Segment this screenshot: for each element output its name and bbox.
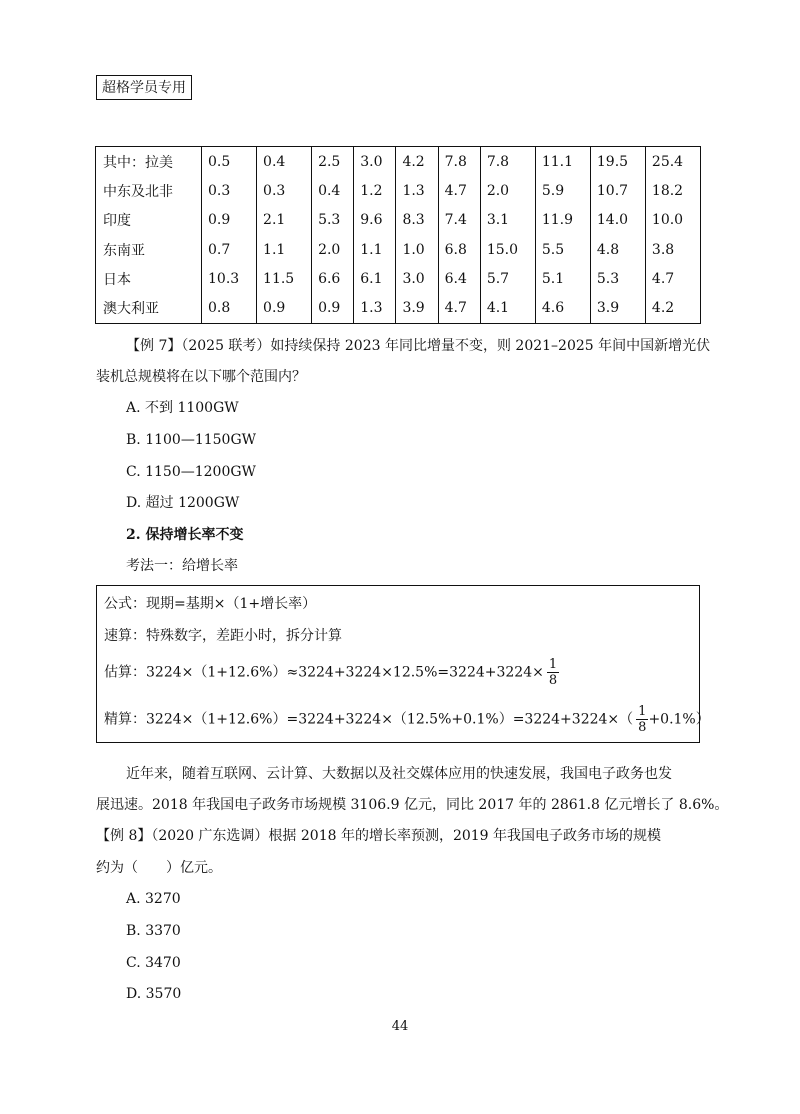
paragraph-line1: 近年来，随着互联网、云计算、大数据以及社交媒体应用的快速发展，我国电子政务也发 <box>126 766 672 782</box>
precise-text-b: +0.1%） <box>648 711 710 728</box>
table-cell: 5.9 <box>535 176 590 205</box>
section-heading: 2. 保持增长率不变 <box>126 527 244 543</box>
table-cell: 15.0 <box>480 235 535 264</box>
table-cell: 1.3 <box>396 176 438 205</box>
example7-question-line2: 装机总规模将在以下哪个范围内？ <box>96 369 306 385</box>
table-cell: 3.8 <box>645 235 700 264</box>
precise-line <box>104 704 710 735</box>
example7-option-d: D. 超过 1200GW <box>126 495 240 511</box>
example8-option-d: D. 3570 <box>126 986 182 1002</box>
table-cell: 10.7 <box>590 176 645 205</box>
table-cell: 4.8 <box>590 235 645 264</box>
table-cell: 0.4 <box>312 176 354 205</box>
table-cell: 4.1 <box>480 293 535 323</box>
table-cell: 4.7 <box>438 293 480 323</box>
table-cell: 25.4 <box>645 147 700 177</box>
table-cell: 1.0 <box>396 235 438 264</box>
table-row <box>96 147 701 177</box>
table-cell: 0.9 <box>202 206 257 235</box>
table-cell: 7.4 <box>438 206 480 235</box>
table-cell: 8.3 <box>396 206 438 235</box>
table-cell: 0.5 <box>202 147 257 177</box>
row-label: 日本 <box>96 264 202 293</box>
table-cell: 2.0 <box>480 176 535 205</box>
table-cell: 4.6 <box>535 293 590 323</box>
table-cell: 19.5 <box>590 147 645 177</box>
row-label: 印度 <box>96 206 202 235</box>
table-row <box>96 264 701 293</box>
table-cell: 0.3 <box>257 176 312 205</box>
example8-option-b: B. 3370 <box>126 923 181 939</box>
table-cell: 18.2 <box>645 176 700 205</box>
formula-line: 公式：现期=基期×（1+增长率） <box>104 596 317 612</box>
table-cell: 5.1 <box>535 264 590 293</box>
estimate-text: 估算：3224×（1+12.6%）≈3224+3224×12.5%=3224+3224× <box>104 664 544 681</box>
table-cell: 4.2 <box>645 293 700 323</box>
table-cell: 6.1 <box>354 264 396 293</box>
table-cell: 1.1 <box>257 235 312 264</box>
table-cell: 3.0 <box>396 264 438 293</box>
estimate-line <box>104 657 559 688</box>
paragraph-line2: 展迅速。2018 年我国电子政务市场规模 3106.9 亿元，同比 2017 年的 2861.8 亿元增长了 8.6%。 <box>96 797 729 813</box>
table-cell: 4.2 <box>396 147 438 177</box>
table-row <box>96 235 701 264</box>
fraction-denominator-2: 8 <box>638 720 647 735</box>
table-row <box>96 176 701 205</box>
row-label: 东南亚 <box>96 235 202 264</box>
table-cell: 5.3 <box>590 264 645 293</box>
quick-calc-line: 速算：特殊数字，差距小时，拆分计算 <box>104 628 342 644</box>
row-label: 中东及北非 <box>96 176 202 205</box>
table-cell: 5.5 <box>535 235 590 264</box>
table-cell: 3.9 <box>396 293 438 323</box>
table-cell: 0.7 <box>202 235 257 264</box>
fraction-one-eighth-2 <box>636 704 648 735</box>
table-cell: 11.1 <box>535 147 590 177</box>
row-label: 澳大利亚 <box>96 293 202 323</box>
example8-option-a: A. 3270 <box>126 891 181 907</box>
table-cell: 5.7 <box>480 264 535 293</box>
table-cell: 6.6 <box>312 264 354 293</box>
table-cell: 10.3 <box>202 264 257 293</box>
example8-question-line2: 约为（ ）亿元。 <box>96 860 222 876</box>
table-cell: 4.7 <box>438 176 480 205</box>
example7-option-c: C. 1150—1200GW <box>126 464 256 480</box>
table-cell: 0.8 <box>202 293 257 323</box>
example7-option-b: B. 1100—1150GW <box>126 432 257 448</box>
table-cell: 14.0 <box>590 206 645 235</box>
table-row <box>96 206 701 235</box>
formula-box <box>96 585 710 743</box>
table-cell: 3.9 <box>590 293 645 323</box>
example8-option-c: C. 3470 <box>126 955 181 971</box>
table-cell: 9.6 <box>354 206 396 235</box>
table-cell: 7.8 <box>480 147 535 177</box>
table-cell: 0.4 <box>257 147 312 177</box>
table-cell: 0.3 <box>202 176 257 205</box>
fraction-numerator-2: 1 <box>638 704 647 719</box>
table-cell: 5.3 <box>312 206 354 235</box>
table-cell: 1.3 <box>354 293 396 323</box>
student-only-tag: 超格学员专用 <box>96 75 192 100</box>
table-cell: 11.5 <box>257 264 312 293</box>
example8-question-line1: 【例 8】（2020 广东选调）根据 2018 年的增长率预测，2019 年我国电子政务市场的规模 <box>96 828 662 844</box>
table-cell: 11.9 <box>535 206 590 235</box>
row-label: 其中：拉美 <box>96 147 202 177</box>
fraction-denominator: 8 <box>548 673 558 688</box>
table-cell: 2.1 <box>257 206 312 235</box>
table-cell: 6.4 <box>438 264 480 293</box>
data-table <box>95 146 701 324</box>
table-cell: 6.8 <box>438 235 480 264</box>
table-cell: 1.2 <box>354 176 396 205</box>
precise-text-a: 精算：3224×（1+12.6%）=3224+3224×（12.5%+0.1%）=3224+3224×（ <box>104 711 634 728</box>
table-row <box>96 293 701 323</box>
example7-option-a: A. 不到 1100GW <box>126 400 239 416</box>
table-cell: 0.9 <box>312 293 354 323</box>
fraction-one-eighth <box>547 657 559 688</box>
table-cell: 0.9 <box>257 293 312 323</box>
table-cell: 2.0 <box>312 235 354 264</box>
example7-question-line1: 【例 7】（2025 联考）如持续保持 2023 年同比增量不变，则 2021–2025 年间中国新增光伏 <box>126 338 711 354</box>
table-cell: 2.5 <box>312 147 354 177</box>
table-cell: 1.1 <box>354 235 396 264</box>
table-cell: 3.1 <box>480 206 535 235</box>
table-cell: 4.7 <box>645 264 700 293</box>
page-number: 44 <box>391 1019 409 1034</box>
table-cell: 10.0 <box>645 206 700 235</box>
fraction-numerator: 1 <box>548 657 558 672</box>
section-subheading: 考法一：给增长率 <box>126 558 238 574</box>
table-cell: 3.0 <box>354 147 396 177</box>
table-cell: 7.8 <box>438 147 480 177</box>
